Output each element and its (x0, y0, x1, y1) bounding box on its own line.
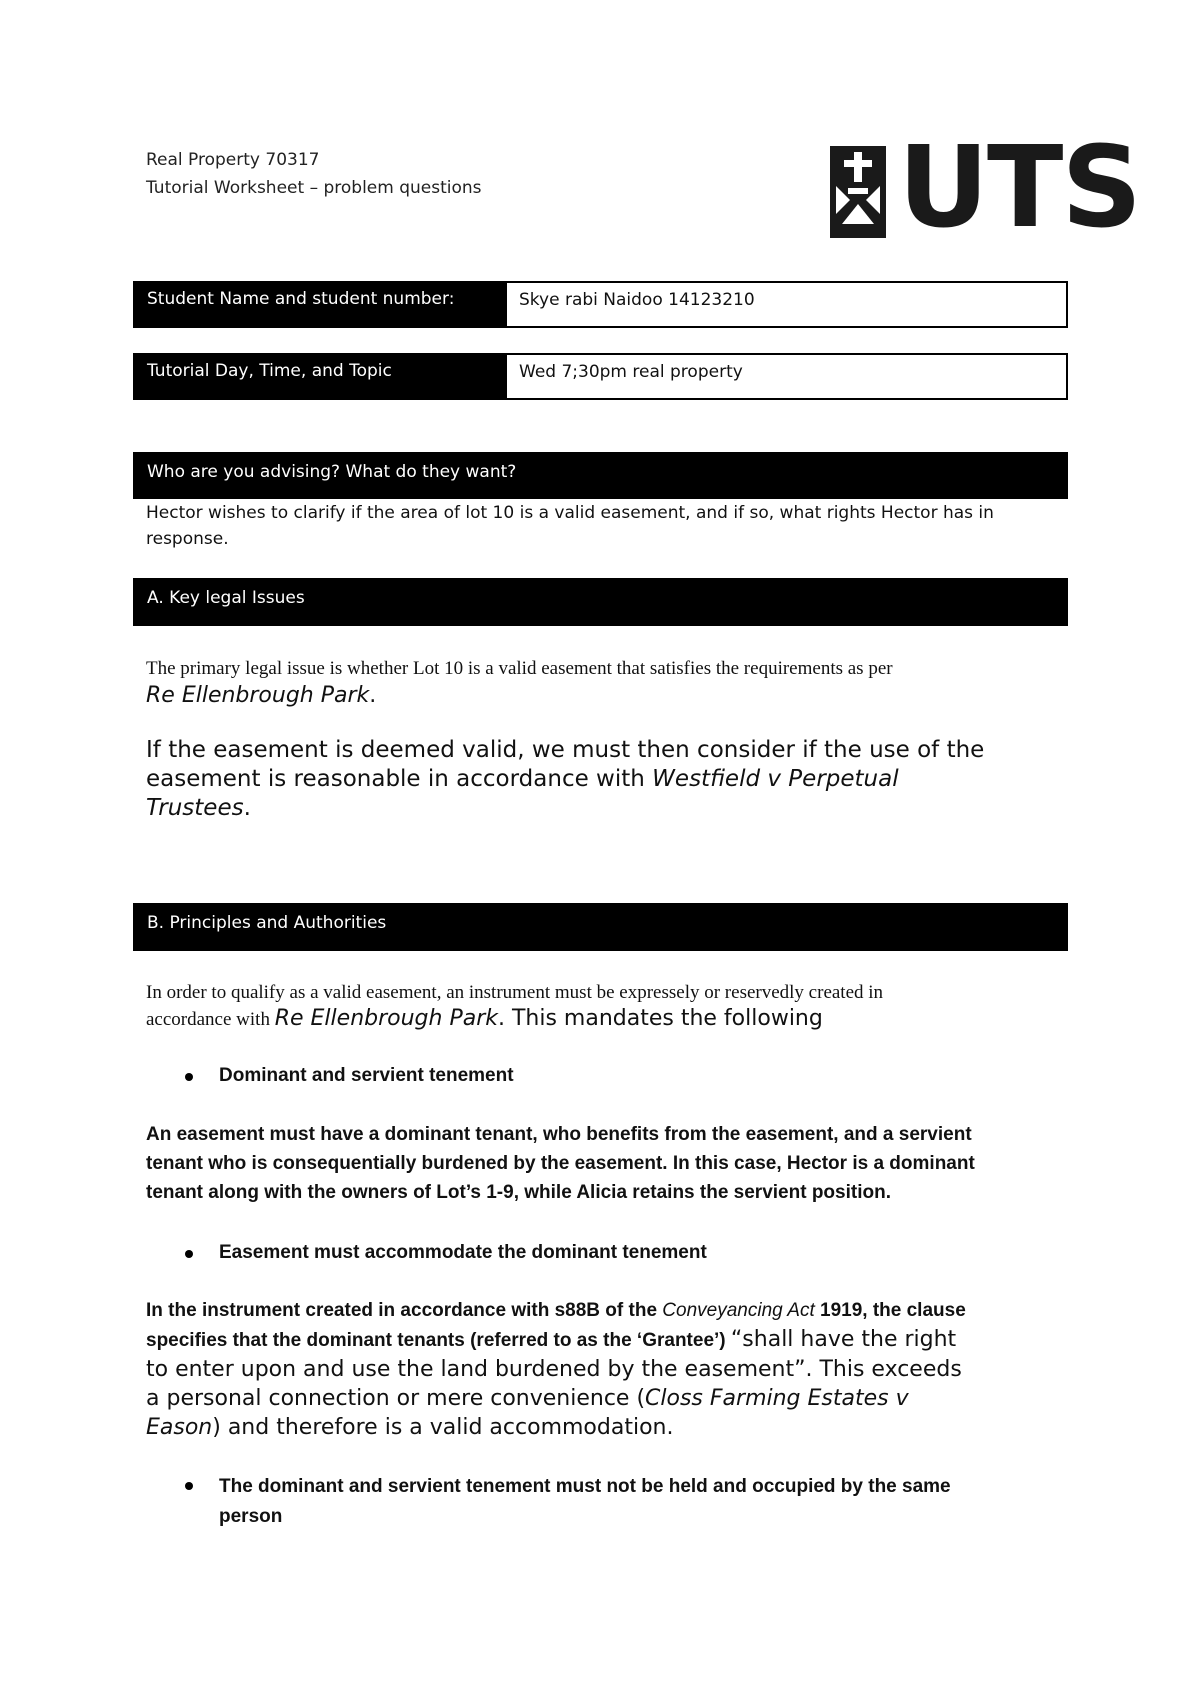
section-b-intro (146, 980, 1066, 1034)
section-a-heading-bar (133, 578, 1068, 626)
student-value: Skye rabi Naidoo 14123210 (519, 290, 755, 310)
punctuation: . (243, 795, 251, 821)
bullet-not-same-person (219, 1472, 1079, 1532)
tutorial-label-cell (133, 353, 507, 400)
advising-heading: Who are you advising? What do they want? (147, 462, 517, 482)
text-line: tenant along with the owners of Lot’s 1-9, while Alicia retains the servient position. (146, 1182, 891, 1203)
text-line (146, 682, 1066, 710)
text-line: person (219, 1506, 283, 1527)
text-line: The primary legal issue is whether Lot 10 is a valid easement that satisfies the requirements as per (146, 658, 893, 679)
section-a-paragraph-2 (146, 736, 1066, 823)
section-b-heading: B. Principles and Authorities (147, 913, 387, 933)
text-span: a personal connection or mere convenience ( (146, 1386, 646, 1411)
advising-answer (146, 500, 1066, 552)
text-line: The dominant and servient tenement must not be held and occupied by the same (219, 1476, 951, 1497)
text-line (146, 1384, 1066, 1413)
section-a-heading: A. Key legal Issues (147, 588, 305, 608)
case-name: Re Ellenbrough Park (274, 1006, 498, 1031)
tutorial-value-cell[interactable] (505, 353, 1068, 400)
student-value-cell[interactable] (505, 281, 1068, 328)
text-line: to enter upon and use the land burdened by the easement”. This exceeds (146, 1357, 962, 1382)
text-line (146, 1296, 1066, 1325)
act-name: Conveyancing Act (662, 1300, 815, 1321)
case-name: Re Ellenbrough Park (146, 683, 370, 708)
worksheet-subtitle: Tutorial Worksheet – problem questions (146, 178, 482, 198)
case-name: Trustees (146, 795, 244, 821)
text-line: tenant who is consequentially burdened by the easement. In this case, Hector is a dominant (146, 1153, 975, 1174)
advising-heading-bar (133, 452, 1068, 499)
text-line (146, 1005, 1066, 1034)
tutorial-value: Wed 7;30pm real property (519, 362, 743, 382)
bullet-accommodate: Easement must accommodate the dominant tenement (219, 1242, 707, 1263)
case-name: Closs Farming Estates v (645, 1386, 909, 1411)
advising-line: Hector wishes to clarify if the area of lot 10 is a valid easement, and if so, what rights Hector has in (146, 503, 994, 523)
bullet-1-explanation (146, 1120, 1066, 1207)
text-line: If the easement is deemed valid, we must then consider if the use of the (146, 737, 985, 763)
text-span: In the instrument created in accordance with s88B of the (146, 1300, 663, 1321)
text-line: In order to qualify as a valid easement, an instrument must be expressely or reservedly created in (146, 982, 884, 1003)
section-b-heading-bar (133, 903, 1068, 951)
text-line (146, 794, 1066, 823)
bullet-dot (185, 1482, 193, 1490)
quote-span: “shall have the right (730, 1327, 957, 1352)
case-name: Eason (146, 1415, 213, 1440)
text-span: easement is reasonable in accordance with (146, 766, 653, 792)
text-span: specifies that the dominant tenants (referred to as the ‘Grantee’) (146, 1330, 731, 1351)
text-span: 1919, the clause (814, 1300, 966, 1321)
student-label-cell (133, 281, 507, 328)
text-line (146, 1413, 1066, 1442)
case-name: Westfield v Perpetual (652, 766, 899, 792)
text-line (146, 1325, 1066, 1355)
bullet-2-explanation (146, 1296, 1066, 1442)
uts-logo (830, 123, 1141, 253)
text-span: ) and therefore is a valid accommodation. (212, 1415, 674, 1440)
tutorial-label: Tutorial Day, Time, and Topic (147, 361, 392, 381)
course-title: Real Property 70317 (146, 150, 320, 170)
text-line (146, 765, 1066, 794)
bullet-dominant-servient: Dominant and servient tenement (219, 1065, 514, 1086)
student-label: Student Name and student number: (147, 289, 455, 309)
section-a-paragraph-1 (146, 656, 1066, 710)
bullet-dot (185, 1073, 193, 1081)
advising-line: response. (146, 529, 229, 549)
text-line: An easement must have a dominant tenant, who benefits from the easement, and a servient (146, 1124, 972, 1145)
punctuation: . (369, 683, 377, 708)
text-span: . This mandates the following (497, 1006, 823, 1031)
text-span: accordance with (146, 1009, 275, 1030)
bullet-dot (185, 1250, 193, 1258)
uts-logo-text: UTS (898, 123, 1141, 253)
